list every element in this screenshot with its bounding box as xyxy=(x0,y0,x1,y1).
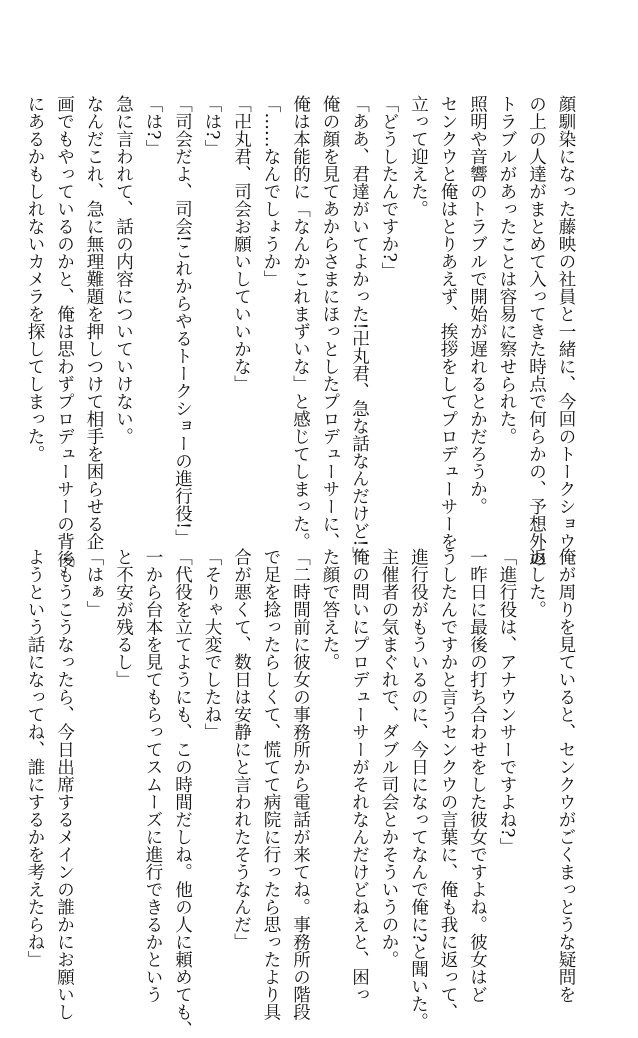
text-line: なんだこれ、急に無理難題を押しつけて相手を困らせる企 xyxy=(84,95,104,550)
text-line: 画でもやっているのかと、俺は思わずプロデューサーの背後 xyxy=(54,95,75,568)
text-line: 顔馴染になった藤映の社員と一緒に、今回のトークショウ xyxy=(556,95,576,550)
text-line: 一から台本を見てもらってスムーズに進行できるかという xyxy=(143,548,163,1003)
text-line: 進行役がもういるのに、今日になってなんで俺に?と聞いた。 xyxy=(408,548,429,1030)
text-line: 「は?」 xyxy=(143,95,163,157)
text-line: と不安が残るし」 xyxy=(113,548,134,688)
text-line: た顔で答えた。 xyxy=(320,548,340,671)
text-line: 「ああ、君達がいてよかった!卍丸君、急な話なんだけど!」 xyxy=(349,95,370,565)
text-line: で足を捻ったらしくて、慌てて病院に行ったら思ったより具 xyxy=(261,548,281,1021)
text-line: 「司会だよ、司会!これからやるトークショーの進行役!」 xyxy=(172,95,193,547)
text-line: にあるかもしれないカメラを探してしまった。 xyxy=(25,95,45,463)
text-line: 「はぁ」 xyxy=(84,548,104,618)
text-block-bottom xyxy=(25,548,580,1038)
text-line: 「進行役は、アナウンサーですよね?」 xyxy=(497,548,517,855)
text-line: 急に言われて、話の内容についていけない。 xyxy=(113,95,134,445)
text-line: 立って迎えた。 xyxy=(408,95,429,218)
text-line: 照明や音響のトラブルで開始が遅れるとかだろうか。 xyxy=(467,95,488,515)
text-line: トラブルがあったことは容易に察せられた。 xyxy=(497,95,517,445)
text-line: うしたんですかと言うセンクウの言葉に、俺も我に返って、 xyxy=(438,548,458,1021)
text-line: 「代役を立てようにも、この時間だしね。他の人に頼めても、 xyxy=(172,548,193,1038)
text-line: 俺は本能的に「なんかこれまずいな」と感じてしまった。 xyxy=(290,95,311,550)
text-line: 返した。 xyxy=(526,548,547,618)
text-line: 合が悪くて、数日は安静にと言われたそうなんだ」 xyxy=(231,548,252,951)
text-line: 一昨日に最後の打ち合わせをした彼女ですよね。彼女はど xyxy=(467,548,488,1003)
text-line: 俺の顔を見てあからさまにほっとしたプロデューサーに、 xyxy=(320,95,340,550)
text-line: 「どうしたんですか?」 xyxy=(379,95,399,280)
text-line: 「そりゃ大変でしたね」 xyxy=(202,548,222,741)
text-line: センクウと俺はとりあえず、挨拶をしてプロデューサーを xyxy=(438,95,458,550)
text-line: 「……なんでしょうか」 xyxy=(261,95,281,288)
text-line: 俺の問いにプロデューサーがそれなんだけどねえと、困っ xyxy=(349,548,370,1003)
text-line: 俺が周りを見ていると、センクウがごくまっとうな疑問を xyxy=(556,548,576,1003)
text-block-top xyxy=(25,95,580,568)
text-line: 「卍丸君、司会お願いしていいかな」 xyxy=(231,95,252,393)
text-line: の上の人達がまとめて入ってきた時点で何らかの、予想外の xyxy=(526,95,547,568)
text-line: 「二時間前に彼女の事務所から電話が来てね。事務所の階段 xyxy=(290,548,311,1021)
text-line: 「もうこうなったら、今日出席するメインの誰かにお願いし xyxy=(54,548,75,1021)
text-line: ようという話になってね、誰にするかを考えたらね」 xyxy=(25,548,45,968)
text-line: 「は?」 xyxy=(202,95,222,157)
text-line: 主催者の気まぐれで、ダブル司会とかそういうのか。 xyxy=(379,548,399,968)
